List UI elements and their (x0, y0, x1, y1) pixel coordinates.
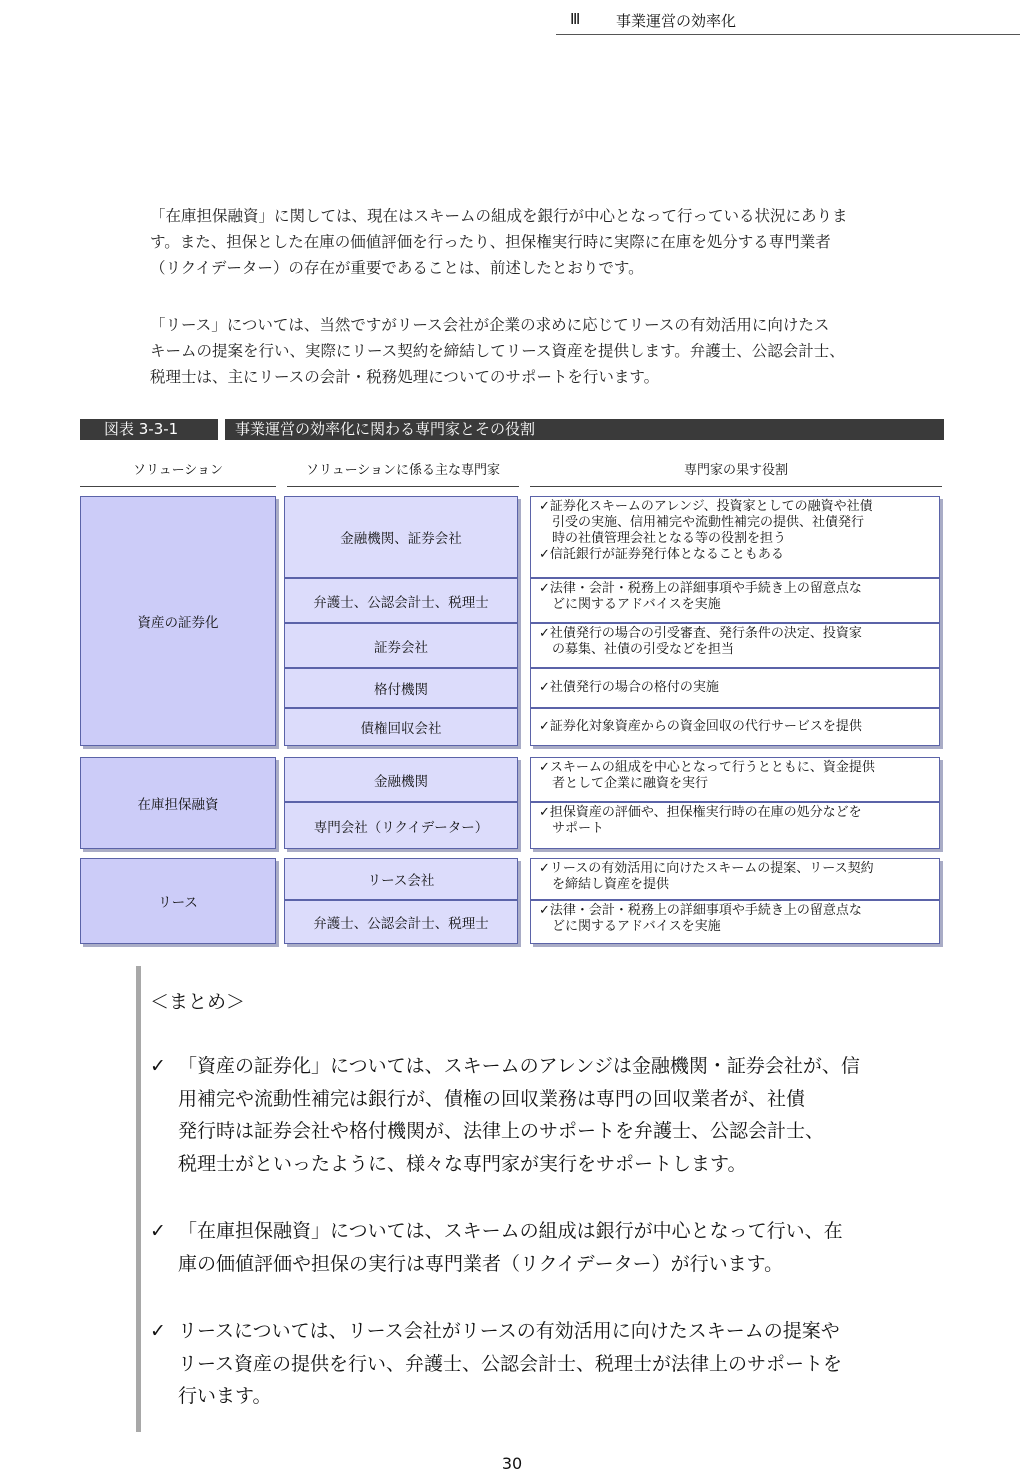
figure-bar-separator (218, 419, 225, 440)
intro-line: キームの提案を行い、実際にリース契約を締結してリース資産を提供します。弁護士、公認会計士、 (150, 342, 845, 360)
role-line: 時の社債管理会社となる等の役割を担う (539, 531, 787, 546)
column-header-experts: ソリューションに係る主な専門家 (287, 462, 519, 487)
role-line: ✓リースの有効活用に向けたスキームの提案、リース契約 (539, 861, 874, 876)
check-icon: ✓ (150, 1220, 166, 1242)
column-header-roles: 専門家の果す役割 (530, 462, 942, 487)
role-line: どに関するアドバイスを実施 (539, 919, 721, 934)
expert-label: 専門会社（リクイデーター） (313, 819, 489, 836)
summary-line: 「在庫担保融資」については、スキームの組成は銀行が中心となって行い、在 (178, 1220, 843, 1242)
role-line: ✓社債発行の場合の引受審査、発行条件の決定、投資家 (539, 626, 862, 641)
expert-cell (284, 802, 518, 849)
expert-label: リース会社 (367, 873, 435, 889)
intro-line: 税理士は、主にリースの会計・税務処理についてのサポートを行います。 (150, 368, 660, 386)
role-line: の募集、社債の引受などを担当 (539, 642, 735, 657)
intro-paragraph-2 (150, 312, 940, 390)
expert-cell (284, 578, 518, 623)
expert-label: 金融機関、証券会社 (340, 531, 462, 547)
summary-line: リース資産の提供を行い、弁護士、公認会計士、税理士が法律上のサポートを (178, 1352, 843, 1375)
solution-label: リース (158, 895, 198, 911)
expert-cell (284, 496, 518, 578)
summary-line: 「資産の証券化」については、スキームのアレンジは金融機関・証券会社が、信 (178, 1055, 860, 1077)
figure-title: 事業運営の効率化に関わる専門家とその役割 (235, 420, 536, 438)
summary-line: 庫の価値評価や担保の実行は専門業者（リクイデーター）が行います。 (178, 1252, 784, 1275)
solution-label: 在庫担保融資 (137, 797, 219, 813)
role-cell (530, 802, 940, 849)
intro-line: 「リース」については、当然ですがリース会社が企業の求めに応じてリースの有効活用に向けたス (150, 316, 830, 334)
role-cell (530, 900, 940, 944)
summary-line: 発行時は証券会社や格付機関が、法律上のサポートを弁護士、公認会計士、 (178, 1120, 825, 1142)
role-line: 者として企業に融資を実行 (539, 776, 709, 791)
role-cell (530, 757, 940, 802)
expert-label: 弁護士、公認会計士、税理士 (313, 916, 489, 932)
expert-cell (284, 858, 518, 900)
solution-lease (80, 858, 276, 944)
summary-line: リースについては、リース会社がリースの有効活用に向けたスキームの提案や (178, 1320, 840, 1342)
section-title: 事業運営の効率化 (616, 12, 737, 30)
role-line: サポート (539, 821, 605, 836)
solution-label: 資産の証券化 (137, 615, 219, 631)
role-line: ✓証券化スキームのアレンジ、投資家としての融資や社債 (539, 499, 873, 514)
role-cell (530, 708, 940, 746)
role-line: を締結し資産を提供 (539, 877, 670, 892)
role-cell (530, 578, 940, 623)
check-icon: ✓ (150, 1055, 166, 1077)
solution-inventory-loan (80, 757, 276, 849)
role-cell (530, 858, 940, 900)
role-line: ✓スキームの組成を中心となって行うとともに、資金提供 (539, 760, 875, 775)
summary-left-rule (136, 966, 141, 1432)
check-icon: ✓ (150, 1320, 166, 1342)
figure-number: 図表 3-3-1 (104, 420, 179, 438)
expert-label: 格付機関 (374, 682, 428, 698)
intro-paragraph-1 (150, 203, 940, 281)
summary-line: 用補完や流動性補完は銀行が、債権の回収業務は専門の回収業者が、社債 (178, 1087, 806, 1110)
role-line: どに関するアドバイスを実施 (539, 597, 721, 612)
running-header (556, 10, 1020, 35)
expert-cell (284, 623, 518, 668)
expert-cell (284, 668, 518, 708)
role-line: ✓信託銀行が証券発行体となることもある (539, 547, 784, 562)
expert-label: 弁護士、公認会計士、税理士 (313, 594, 489, 611)
expert-label: 金融機関 (374, 773, 428, 790)
intro-line: （リクイデーター）の存在が重要であることは、前述したとおりです。 (150, 259, 644, 277)
intro-line: 「在庫担保融資」に関しては、現在はスキームの組成を銀行が中心となって行っている状況にありま (150, 207, 848, 225)
solution-securitization (80, 496, 276, 746)
expert-label: 債権回収会社 (360, 721, 442, 737)
role-line: ✓担保資産の評価や、担保権実行時の在庫の処分などを (539, 805, 862, 820)
expert-cell (284, 708, 518, 746)
page-number: 30 (501, 1454, 523, 1473)
summary-line: 税理士がといったように、様々な専門家が実行をサポートします。 (178, 1152, 747, 1175)
role-line: 引受の実施、信用補完や流動性補完の提供、社債発行 (539, 515, 865, 530)
summary-line: 行います。 (178, 1385, 272, 1407)
section-number: Ⅲ (570, 10, 581, 28)
expert-cell (284, 757, 518, 802)
expert-cell (284, 900, 518, 944)
role-line: ✓法律・会計・税務上の詳細事項や手続き上の留意点な (539, 903, 862, 918)
expert-label: 証券会社 (374, 639, 428, 656)
role-line: ✓社債発行の場合の格付の実施 (539, 680, 719, 695)
figure-title-bar (80, 419, 944, 440)
role-cell (530, 668, 940, 708)
intro-line: す。また、担保とした在庫の価値評価を行ったり、担保権実行時に実際に在庫を処分する専門業者 (150, 233, 831, 251)
role-line: ✓証券化対象資産からの資金回収の代行サービスを提供 (539, 719, 862, 734)
role-line: ✓法律・会計・税務上の詳細事項や手続き上の留意点な (539, 581, 862, 596)
role-cell (530, 496, 940, 578)
role-cell (530, 623, 940, 668)
summary-heading: ＜まとめ＞ (150, 991, 246, 1013)
column-header-solution: ソリューション (80, 462, 276, 487)
